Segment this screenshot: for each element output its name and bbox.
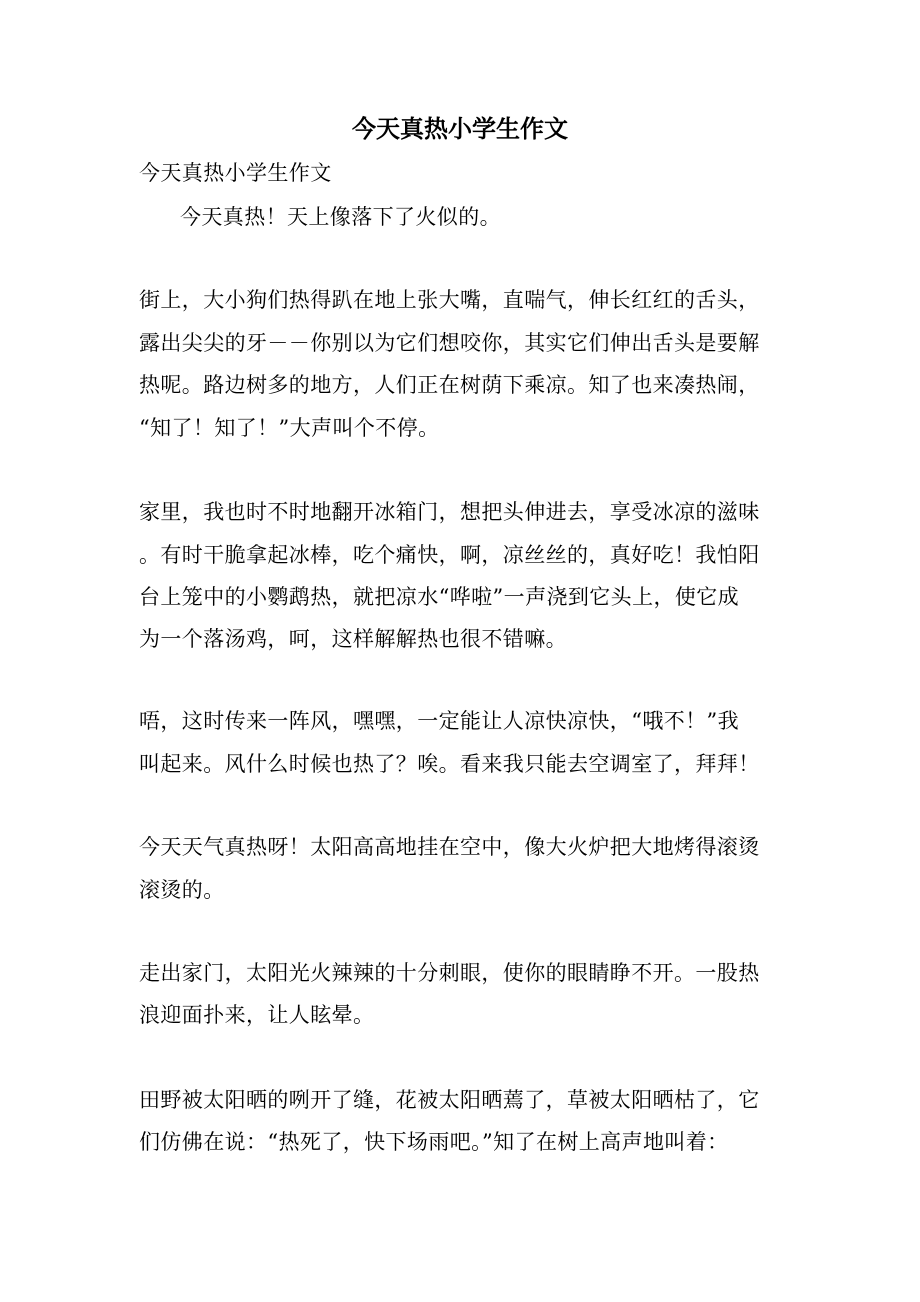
paragraph-line: 。有时干脆拿起冰棒，吃个痛快，啊，凉丝丝的，真好吃！我怕阳 xyxy=(139,543,760,567)
paragraph-line: “知了！知了！”大声叫个不停。 xyxy=(139,416,440,440)
paragraph-line: 今天真热！天上像落下了火似的。 xyxy=(180,205,501,229)
paragraph-line: 露出尖尖的牙－－你别以为它们想咬你，其实它们伸出舌头是要解 xyxy=(139,331,760,355)
paragraph-line: 叫起来。风什么时候也热了？唉。看来我只能去空调室了，拜拜！ xyxy=(139,752,760,776)
document-title: 今天真热小学生作文 xyxy=(352,114,568,143)
document-subtitle: 今天真热小学生作文 xyxy=(139,161,332,185)
paragraph-line: 街上，大小狗们热得趴在地上张大嘴，直喘气，伸长红红的舌头， xyxy=(139,288,760,312)
paragraph-line: 为一个落汤鸡，呵，这样解解热也很不错嘛。 xyxy=(139,627,567,651)
paragraph-line: 们仿佛在说：“热死了，快下场雨吧。”知了在树上高声地叫着： xyxy=(139,1130,729,1154)
paragraph-line: 滚烫的。 xyxy=(139,878,225,902)
paragraph-line: 热呢。路边树多的地方，人们正在树荫下乘凉。知了也来凑热闹， xyxy=(139,373,760,397)
paragraph-line: 今天天气真热呀！太阳高高地挂在空中，像大火炉把大地烤得滚烫 xyxy=(139,835,760,859)
paragraph-line: 田野被太阳晒的咧开了缝，花被太阳晒蔫了，草被太阳晒枯了，它 xyxy=(139,1088,760,1112)
paragraph-line: 唔，这时传来一阵风，嘿嘿，一定能让人凉快凉快，“哦不！”我 xyxy=(139,709,740,733)
paragraph-line: 家里，我也时不时地翻开冰箱门，想把头伸进去，享受冰凉的滋味 xyxy=(139,500,760,524)
paragraph-line: 走出家门，太阳光火辣辣的十分刺眼，使你的眼睛睁不开。一股热 xyxy=(139,961,760,985)
paragraph-line: 浪迎面扑来，让人眩晕。 xyxy=(139,1003,375,1027)
paragraph-line: 台上笼中的小鹦鹉热，就把凉水“哗啦”一声浇到它头上，使它成 xyxy=(139,585,740,609)
